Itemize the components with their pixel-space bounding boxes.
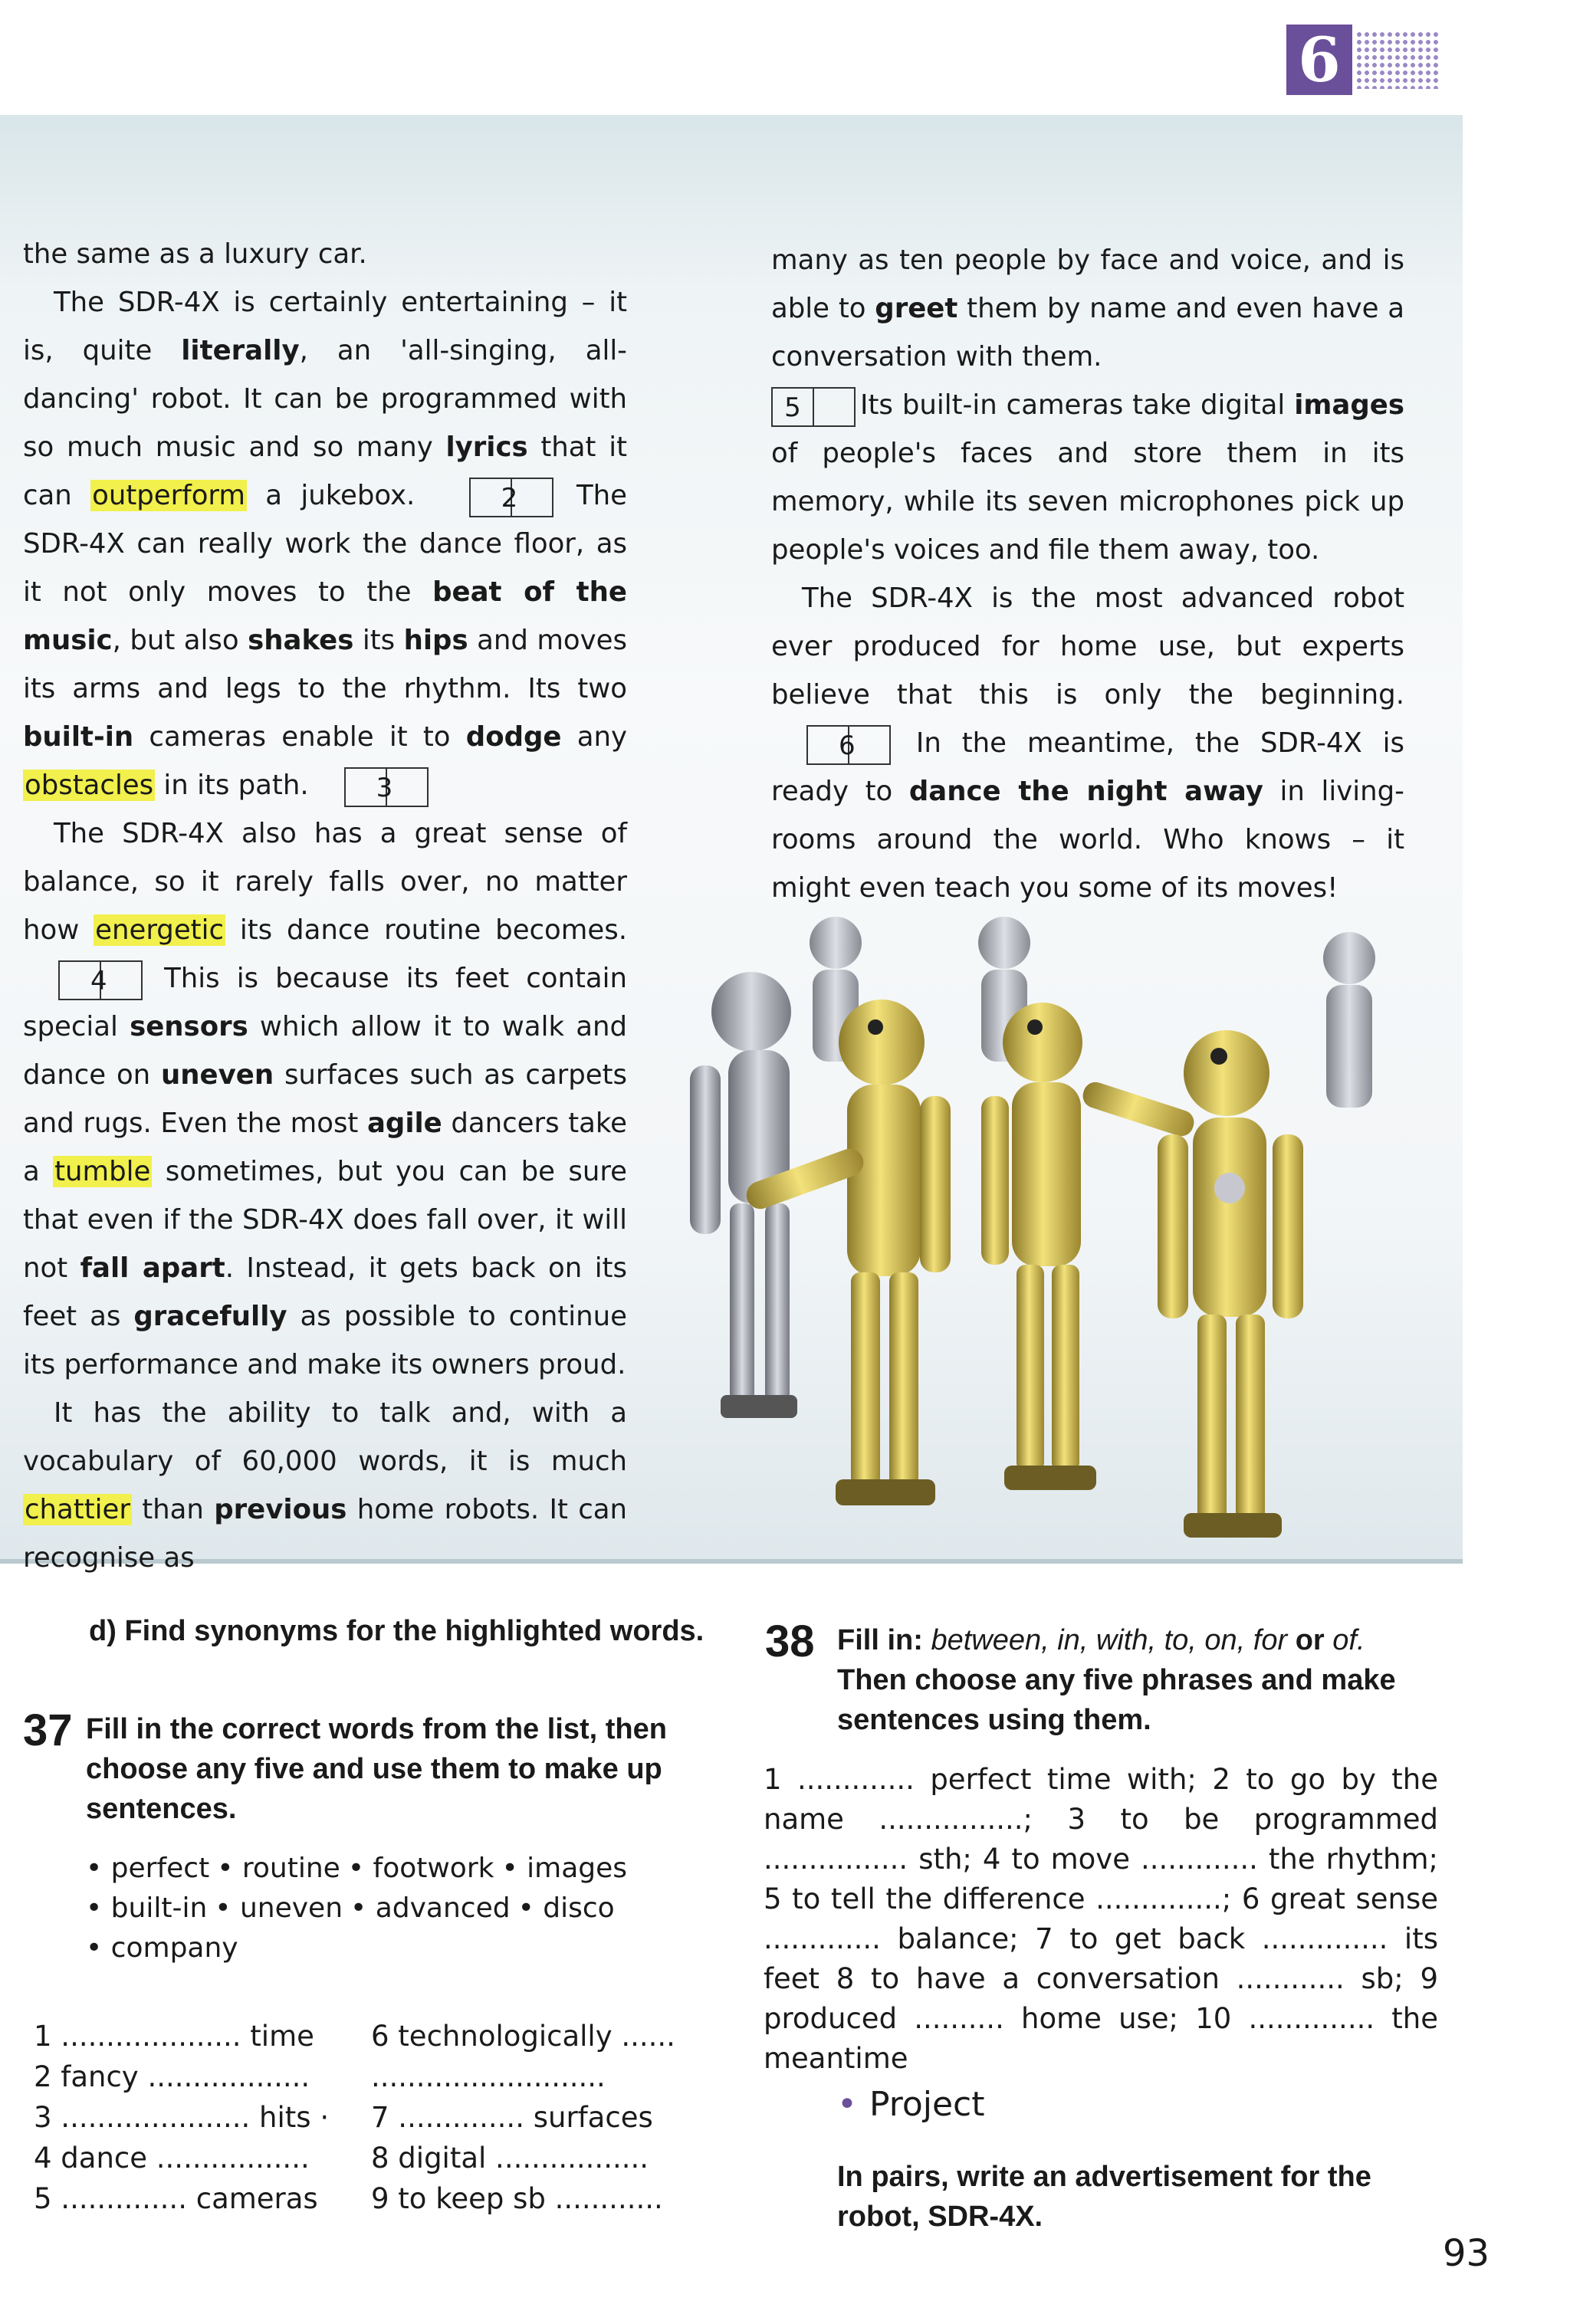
reading-right-column — [771, 236, 1404, 912]
paragraph: many as ten people by face and voice, and is able to greet them by name and even have a conversation with them. — [771, 245, 1404, 373]
project-title: • Project — [837, 2085, 985, 2124]
dot-pattern-decoration — [1355, 31, 1440, 89]
exercise-37-instruction: Fill in the correct words from the list, then choose any five and use them to make up sentences. — [86, 1713, 667, 1825]
highlighted-word: tumble — [54, 1156, 151, 1187]
highlighted-word: obstacles — [25, 770, 154, 801]
word-list-item: • perfect — [86, 1853, 210, 1884]
gap-box[interactable]: 5 — [771, 387, 856, 425]
gap-box[interactable]: 4 — [28, 960, 143, 999]
exercise-item: 9 to keep sb ............ — [371, 2182, 663, 2215]
word-list-item: • footwork — [347, 1853, 494, 1884]
exercise-item: 1 .................... time — [34, 2020, 314, 2053]
word-list-item: • images — [501, 1853, 628, 1884]
exercise-item: 6 technologically ...... — [371, 2020, 675, 2053]
project-instruction: In pairs, write an advertisement for the robot, SDR-4X. — [837, 2161, 1371, 2233]
exercise-d-instruction: d) Find synonyms for the highlighted words. — [89, 1615, 705, 1647]
gap-box[interactable]: 3 — [314, 767, 429, 806]
word-list-item: • company — [86, 1932, 238, 1964]
exercise-item: 8 digital ................. — [371, 2142, 649, 2175]
bullet-icon: • — [837, 2085, 857, 2124]
exercise-37-number: 37 — [23, 1705, 73, 1755]
word-list-item: • built-in — [86, 1892, 208, 1924]
exercise-item: 3 ..................... hits · — [34, 2101, 330, 2134]
paragraph: The SDR-4X is certainly entertaining – it is, quite literally, an 'all-singing, all-dancing' robot. It can be programmed with so much music and so many lyrics that it can outperform a jukebox. 2 The SDR-4X can really work the dance floor, as it not only moves to the beat of the music, but also shakes its hips and moves its arms and legs to the rhythm. Its two built-in cameras enable it to dodge any obstacles in its path. 3 — [23, 278, 627, 809]
highlighted-word: energetic — [95, 914, 224, 946]
exercise-item: 4 dance ................. — [34, 2142, 310, 2175]
paragraph: The SDR-4X is the most advanced robot ever produced for home use, but experts believe that this is only the beginning. 6 In the meantime, the SDR-4X is ready to dance the night away in living-rooms around the world. Who knows – it might even teach you some of its moves! — [771, 583, 1404, 904]
paragraph: It has the ability to talk and, with a vocabulary of 60,000 words, it is much chattier than previous home robots. It can recognise as — [23, 1397, 627, 1574]
word-list-item: • uneven — [215, 1892, 343, 1924]
page-number: 93 — [1443, 2232, 1490, 2275]
exercise-38-instruction: Fill in: between, in, with, to, on, for or of. Then choose any five phrases and make sentences using them. — [837, 1624, 1396, 1736]
paragraph: the same as a luxury car. — [23, 238, 367, 270]
exercise-item: 5 .............. cameras — [34, 2182, 318, 2215]
gap-box[interactable]: 2 — [438, 478, 553, 516]
exercise-item: .......................... — [371, 2060, 606, 2093]
exercise-38-number: 38 — [765, 1617, 815, 1666]
exercise-item: 2 fancy .................. — [34, 2060, 310, 2093]
exercise-37-items-left — [34, 2016, 329, 2219]
robot-gold-3 — [1158, 1030, 1303, 1538]
dancing-robots-photo — [675, 912, 1441, 1541]
exercise-item: 7 .............. surfaces — [371, 2101, 653, 2134]
paragraph: The SDR-4X also has a great sense of balance, so it rarely falls over, no matter how energetic its dance routine becomes. 4 This is because its feet contain special sensors which allow it to walk and dance on uneven surfaces such as carpets and rugs. Even the most agile dancers take a tumble sometimes, but you can be sure that even if the SDR-4X does fall over, it will not fall apart. Instead, it gets back on its feet as gracefully as possible to continue its performance and make its owners proud. — [23, 818, 628, 1380]
reading-left-column — [23, 230, 627, 1582]
highlighted-word: outperform — [92, 480, 245, 511]
exercise-37-word-list — [86, 1849, 668, 1968]
highlighted-word: chattier — [25, 1494, 130, 1525]
unit-number-badge: 6 — [1286, 25, 1352, 95]
gap-box[interactable]: 6 — [776, 725, 891, 763]
word-list-item: • disco — [517, 1892, 615, 1924]
word-list-item: • advanced — [350, 1892, 511, 1924]
exercise-38-body: 1 ............. perfect time with; 2 to go by the name ................; 3 to be programmed ................ sth; 4 to move ............. the rhythm; 5 to tell the difference ..............; 6 great sense ............. balance; 7 to get back .............. its feet 8 to have a conversation ............ sb; 9 produced .......... home use; 10 .............. the meantime — [764, 1763, 1438, 2075]
word-list-item: • routine — [217, 1853, 340, 1884]
paragraph: 5 Its built-in cameras take digital images of people's faces and store them in its memory, while its seven microphones pick up people's voices and file them away, too. — [771, 381, 1404, 574]
exercise-37-items-right — [371, 2016, 675, 2219]
